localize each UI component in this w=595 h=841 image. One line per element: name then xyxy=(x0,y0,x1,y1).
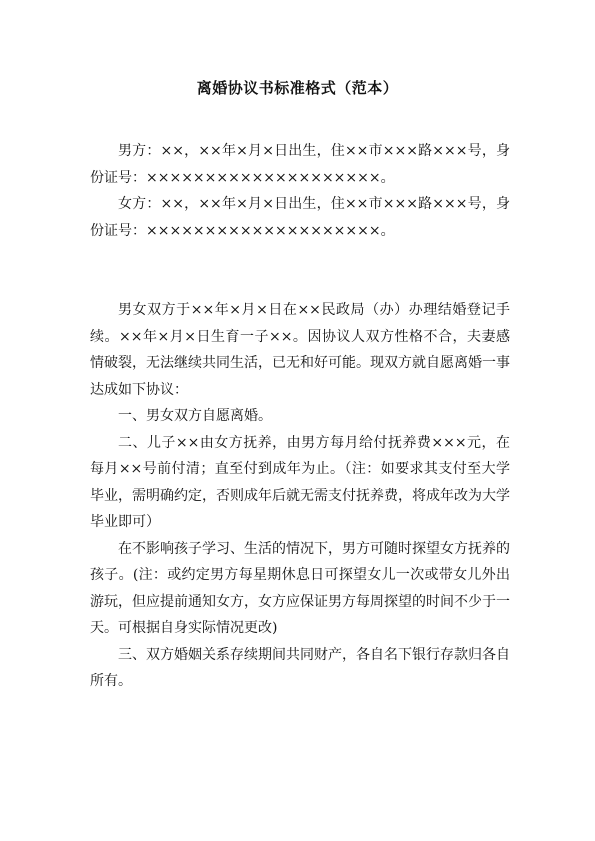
party-female-paragraph: 女方：××，××年×月×日出生，住××市×××路×××号，身份证号：××××××××××××××××××××。 xyxy=(90,196,510,239)
visitation-paragraph: 在不影响孩子学习、生活的情况下，男方可随时探望女方抚养的孩子。(注：或约定男方每星期休息日可探望女儿一次或带女儿外出游玩，但应提前通知女方，女方应保证男方每周探望的时间不少于一天。可根据自身实际情况更改) xyxy=(90,540,510,636)
clause-2-paragraph: 二、儿子××由女方抚养，由男方每月给付抚养费×××元，在每月××号前付清；直至付到成年为止。（注：如要求其支付至大学毕业，需明确约定，否则成年后就无需支付抚养费，将成年改为大学毕业即可） xyxy=(90,434,510,530)
party-male-paragraph: 男方：××，××年×月×日出生，住××市×××路×××号，身份证号：××××××××××××××××××××。 xyxy=(90,143,510,186)
document-title: 离婚协议书标准格式（范本） xyxy=(196,79,399,97)
document-body xyxy=(90,138,510,695)
marriage-facts-paragraph: 男女双方于××年×月×日在××民政局（办）办理结婚登记手续。××年×月×日生育一子××。因协议人双方性格不合，夫妻感情破裂，无法继续共同生活，已无和好可能。现双方就自愿离婚一事达成如下协议： xyxy=(90,302,510,398)
clause-3-paragraph: 三、双方婚姻关系存续期间共同财产，各自名下银行存款归各自所有。 xyxy=(90,646,510,689)
clause-1-paragraph: 一、男女双方自愿离婚。 xyxy=(118,408,272,424)
paragraph-gap xyxy=(90,244,510,297)
